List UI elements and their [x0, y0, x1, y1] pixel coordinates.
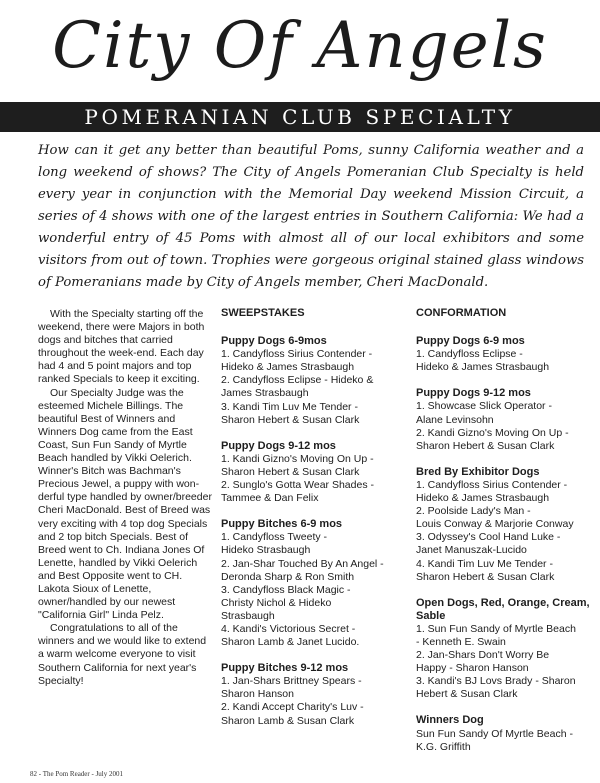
sweepstakes-column — [221, 307, 401, 741]
result-line: Tammee & Dan Felix — [221, 492, 319, 505]
section-title: Puppy Bitches 9-12 mos — [221, 662, 349, 675]
section-title: Open Dogs, Red, Orange, Cream, Sable — [416, 596, 590, 622]
result-line: Louis Conway & Marjorie Conway — [416, 518, 574, 531]
section-title: Puppy Dogs 6-9 mos — [416, 335, 525, 348]
result-line: 2. Sunglo's Gotta Wear Shades - — [221, 479, 374, 492]
results-section — [221, 662, 401, 727]
result-line: 1. Candyfloss Tweety - — [221, 531, 328, 544]
result-line: 3. Kandi's BJ Lovs Brady - Sharon — [416, 675, 576, 688]
result-line: Hideko Strasbaugh — [221, 544, 311, 557]
result-line: 2. Jan-Shar Touched By An Angel - — [221, 557, 384, 570]
result-line: Christy Nichol & Hideko — [221, 596, 332, 609]
result-line: 1. Sun Fun Sandy of Myrtle Beach — [416, 622, 576, 635]
result-line: Hideko & James Strasbaugh — [416, 492, 550, 505]
results-section — [416, 387, 596, 452]
result-line: K.G. Griffith — [416, 740, 471, 753]
section-title: Bred By Exhibitor Dogs — [416, 465, 540, 478]
result-line: 2. Kandi Accept Charity's Luv - — [221, 701, 364, 714]
conformation-column — [416, 307, 596, 767]
results-section — [416, 335, 596, 374]
article-paragraph: Our Specialty Judge was the esteemed Michele Billings. The beautiful Best of Winners and Winners Dog came from the East Coast, Sun Fun Sandy of Myrtle Beach handled by Vikki Oelerich. Winner's Bitch was Bachman's Precious Jewel, a puppy with won-derful type handled by owner/breeder Cheri MacDonald. Best of Breed was very exciting with 4 top dog Specials and 2 top bitch Specials. Best of Breed went to Ch. Indiana Jones Of Lenette, handled by Vikki Oelerich and Best Opposite went to CH. Lakota Sioux of Lenette, owner/handled by our newest "California Girl" Linda Pelz. — [38, 386, 212, 622]
result-line: 1. Kandi Gizno's Moving On Up - — [221, 452, 374, 465]
result-line: 3. Odyssey's Cool Hand Luke - — [416, 531, 561, 544]
result-line: 1. Candyfloss Eclipse - — [416, 348, 523, 361]
article-column — [38, 308, 212, 688]
page-title: City Of Angels — [52, 9, 548, 83]
result-line: 2. Poolside Lady's Man - — [416, 505, 531, 518]
results-section — [221, 440, 401, 505]
result-line: 2. Jan-Shars Don't Worry Be — [416, 649, 550, 662]
result-line: 2. Candyfloss Eclipse - Hideko & — [221, 374, 374, 387]
result-line: 1. Showcase Slick Operator - — [416, 400, 552, 413]
result-line: Sun Fun Sandy Of Myrtle Beach - — [416, 727, 573, 740]
result-line: Sharon Lamb & Janet Lucido. — [221, 636, 360, 649]
section-title: Puppy Dogs 9-12 mos — [221, 439, 336, 452]
result-line: 1. Candyfloss Sirius Contender - — [416, 478, 568, 491]
result-line: Janet Manuszak-Lucido — [416, 544, 527, 557]
results-section — [416, 714, 596, 753]
result-line: Alane Levinsohn — [416, 413, 494, 426]
result-line: Happy - Sharon Hanson — [416, 662, 529, 675]
result-line: Sharon Hanson — [221, 688, 294, 701]
article-paragraph: With the Specialty starting off the weekend, there were Majors in both dogs and bitches that carried throughout the week-end. Each day had 4 and 5 point majors and top ranked Specials to keep it exciting. — [38, 308, 205, 386]
result-line: Deronda Sharp & Ron Smith — [221, 570, 355, 583]
results-section — [221, 518, 401, 649]
result-line: 2. Kandi Gizno's Moving On Up - — [416, 426, 569, 439]
conformation-heading: CONFORMATION — [416, 307, 507, 319]
result-line: 1. Jan-Shars Brittney Spears - — [221, 675, 362, 688]
result-line: 4. Kandi's Victorious Secret - — [221, 622, 356, 635]
page-footer: 82 - The Pom Reader - July 2001 — [30, 770, 123, 778]
article-paragraph: Congratulations to all of the winners and we would like to extend a warm welcome everyone to visit Southern California for next year's Specialty! — [38, 622, 207, 687]
result-line: Hebert & Susan Clark — [416, 688, 518, 701]
results-section — [416, 466, 596, 584]
result-line: Sharon Hebert & Susan Clark — [416, 439, 555, 452]
result-line: 3. Kandi Tim Luv Me Tender - — [221, 400, 358, 413]
section-title: Puppy Dogs 6-9mos — [221, 335, 327, 348]
results-section — [221, 335, 401, 427]
section-title: Winners Dog — [416, 714, 484, 727]
intro-paragraph: How can it get any better than beautiful Poms, sunny California weather and a long weekend of shows? The City of Angels Pomeranian Club Specialty is held every year in conjunction with the Memorial Day weekend Mission Circuit, a series of 4 shows with one of the largest entries in Southern California: We had a wonderful entry of 45 Poms with almost all of our local exhibitors and some visitors from out of town. Trophies were gorgeous original stained glass windows of Pomeranians made by City of Angels member, Cheri MacDonald. — [38, 143, 584, 290]
result-line: Sharon Hebert & Susan Clark — [221, 413, 360, 426]
result-line: 1. Candyfloss Sirius Contender - — [221, 348, 373, 361]
result-line: Sharon Hebert & Susan Clark — [221, 465, 360, 478]
result-line: - Kenneth E. Swain — [416, 635, 506, 648]
sweepstakes-heading: SWEEPSTAKES — [221, 307, 305, 319]
subtitle-banner: POMERANIAN CLUB SPECIALTY — [0, 102, 600, 132]
result-line: Sharon Lamb & Susan Clark — [221, 714, 355, 727]
result-line: 3. Candyfloss Black Magic - — [221, 583, 351, 596]
section-title: Puppy Bitches 6-9 mos — [221, 518, 343, 531]
results-section — [416, 597, 596, 702]
result-line: Hideko & James Strasbaugh — [221, 361, 355, 374]
result-line: Strasbaugh — [221, 609, 275, 622]
result-line: James Strasbaugh — [221, 387, 309, 400]
section-title: Puppy Dogs 9-12 mos — [416, 387, 531, 400]
result-line: Hideko & James Strasbaugh — [416, 361, 550, 374]
result-line: Sharon Hebert & Susan Clark — [416, 570, 555, 583]
result-line: 4. Kandi Tim Luv Me Tender - — [416, 557, 553, 570]
